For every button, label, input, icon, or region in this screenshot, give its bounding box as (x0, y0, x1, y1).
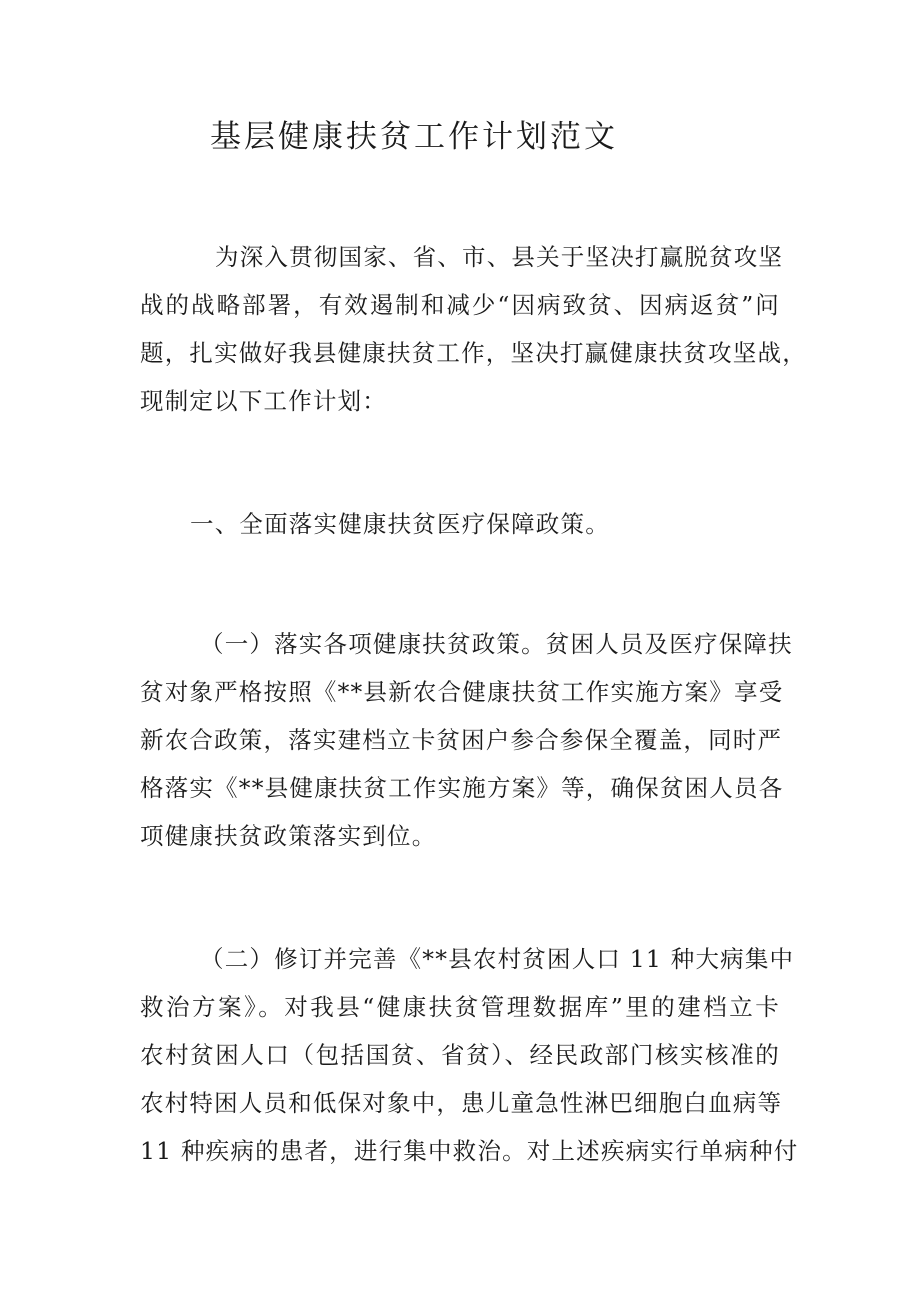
paragraph-line: 现制定以下工作计划： (140, 387, 387, 415)
paragraph-line: 题，扎实做好我县健康扶贫工作，坚决打赢健康扶贫攻坚战， (140, 339, 807, 367)
item-one-paragraph (140, 620, 793, 860)
document-title: 基层健康扶贫工作计划范文 (210, 119, 618, 155)
paragraph-line: 为深入贯彻国家、省、市、县关于坚决打赢脱贫攻坚 (215, 243, 784, 271)
section-one-heading-block (140, 500, 780, 548)
paragraph-line: 11 种疾病的患者，进行集中救治。对上述疾病实行单病种付 (140, 1137, 799, 1165)
paragraph-line: 战的战略部署，有效遏制和减少“因病致贫、因病返贫”问 (140, 291, 780, 319)
paragraph-line: 贫对象严格按照《**县新农合健康扶贫工作实施方案》享受 (140, 678, 784, 706)
intro-paragraph (140, 233, 807, 425)
paragraph-line: 格落实《**县健康扶贫工作实施方案》等，确保贫困人员各 (140, 774, 784, 802)
section-heading: 一、全面落实健康扶贫医疗保障政策。 (190, 510, 610, 538)
item-two-paragraph (140, 935, 799, 1175)
paragraph-line: （一）落实各项健康扶贫政策。贫困人员及医疗保障扶 (200, 630, 793, 658)
paragraph-line: 项健康扶贫政策落实到位。 (140, 822, 437, 850)
paragraph-line: 农村贫困人口（包括国贫、省贫）、经民政部门核实核准的 (140, 1041, 780, 1069)
paragraph-line: （二）修订并完善《**县农村贫困人口 11 种大病集中 (200, 945, 795, 973)
paragraph-line: 农村特困人员和低保对象中，患儿童急性淋巴细胞白血病等 (140, 1089, 783, 1117)
paragraph-line: 新农合政策，落实建档立卡贫困户参合参保全覆盖，同时严 (140, 726, 783, 754)
paragraph-line: 救治方案》。对我县“健康扶贫管理数据库”里的建档立卡 (140, 993, 780, 1021)
